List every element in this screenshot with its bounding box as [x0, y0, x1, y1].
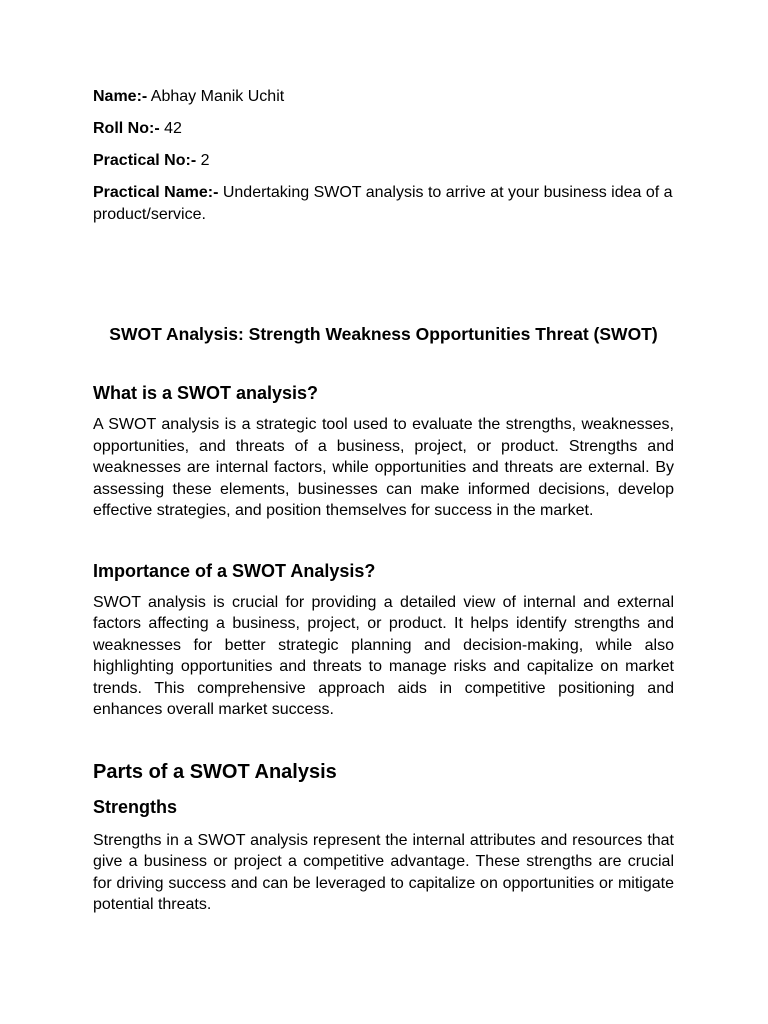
importance-heading: Importance of a SWOT Analysis?: [93, 560, 376, 581]
practical-no-value: 2: [200, 152, 210, 169]
importance-paragraph: SWOT analysis is crucial for providing a detailed view of internal and external factors affecting a business, project, or product. It helps identify strengths and weaknesses for better strategic planning and decision-making, while also highlighting opportunities and threats to manage risks and capitalize on market trends. This comprehensive approach aids in competitive positioning and enhances overall market success.: [93, 593, 674, 718]
name-label: Name:-: [93, 88, 148, 105]
document-title: SWOT Analysis: Strength Weakness Opportunities Threat (SWOT): [109, 324, 658, 344]
what-heading: What is a SWOT analysis?: [93, 383, 319, 403]
practical-no-line: [93, 150, 674, 172]
strengths-paragraph: Strengths in a SWOT analysis represent the internal attributes and resources that give a business or project a competitive advantage. These strengths are crucial for driving success and can be leveraged to capitalize on opportunities or mitigate potential threats.: [93, 831, 674, 913]
practical-name-line: [93, 182, 674, 226]
practical-no-label: Practical No:-: [93, 152, 197, 169]
strengths-heading: Strengths: [93, 796, 178, 817]
roll-line: [93, 118, 674, 140]
name-line: [93, 86, 674, 108]
roll-label: Roll No:-: [93, 120, 160, 137]
roll-value: 42: [164, 120, 182, 137]
practical-name-value: Undertaking SWOT analysis to arrive at your business idea of a product/service.: [93, 184, 673, 223]
parts-heading: Parts of a SWOT Analysis: [93, 760, 337, 783]
practical-name-label: Practical Name:-: [93, 184, 219, 201]
name-value: Abhay Manik Uchit: [150, 88, 285, 105]
what-paragraph: A SWOT analysis is a strategic tool used to evaluate the strengths, weaknesses, opportunities, and threats of a business, project, or product. Strengths and weaknesses are internal factors, while opportunities and threats are external. By assessing these elements, businesses can make informed decisions, develop effective strategies, and position themselves for success in the market.: [93, 416, 674, 519]
